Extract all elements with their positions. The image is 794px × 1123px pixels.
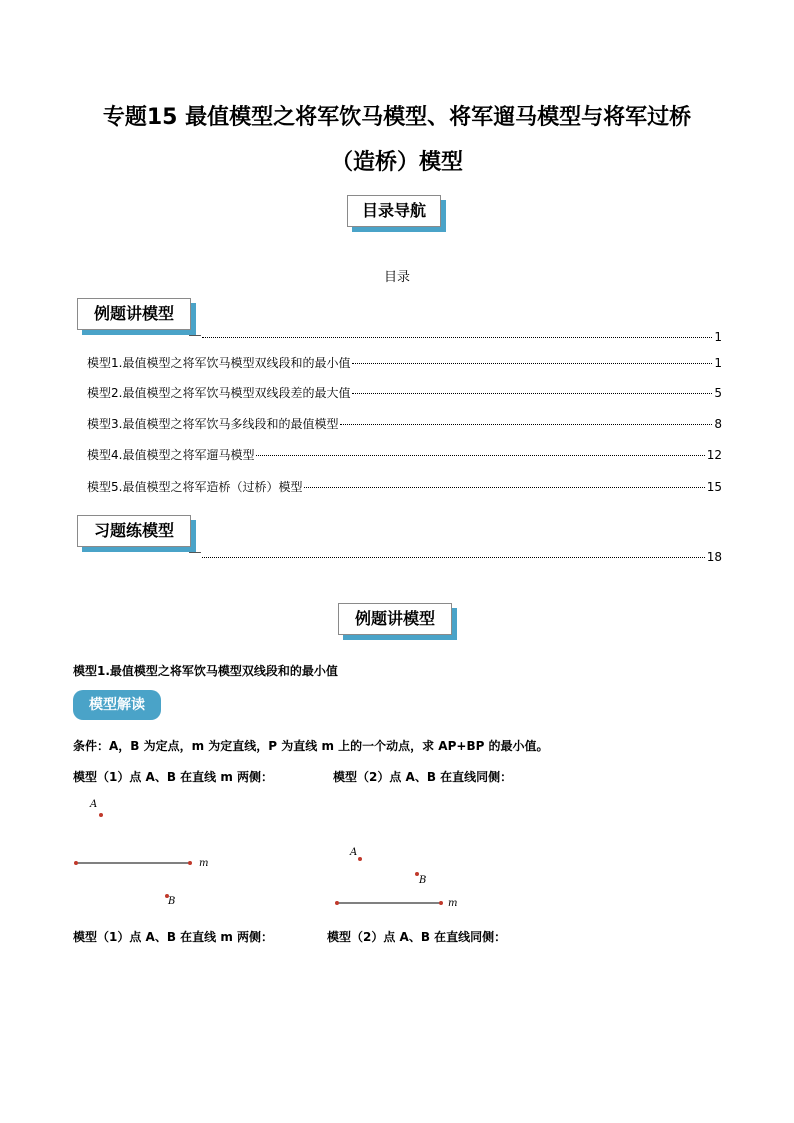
- fig2-label-b: B: [419, 875, 427, 886]
- toc-nav-box: 目录导航: [347, 195, 441, 227]
- case1-label-repeat: 模型（1）点 A、B 在直线 m 两侧：: [73, 930, 273, 944]
- toc-row-examples[interactable]: [200, 330, 722, 344]
- toc-dots: [256, 455, 704, 456]
- fig2-label-m: m: [448, 898, 458, 909]
- toc-dots: [340, 424, 712, 425]
- fig2-line-endpoint: [439, 901, 443, 905]
- toc-item-label: 模型4.最值模型之将军遛马模型: [87, 448, 255, 462]
- toc-item-label: 模型1.最值模型之将军饮马模型双线段和的最小值: [87, 356, 351, 370]
- toc-row-model-4[interactable]: [87, 446, 722, 463]
- toc-dots: [202, 557, 705, 558]
- toc-page-number: 1: [714, 330, 722, 344]
- toc-row-exercises[interactable]: [200, 550, 722, 564]
- toc-page-number: 8: [714, 417, 722, 431]
- toc-row-model-3[interactable]: [87, 415, 722, 432]
- fig1-line-endpoint: [74, 861, 78, 865]
- toc-page-number: 18: [706, 550, 722, 564]
- toc-dots: [352, 393, 712, 394]
- section-exercises-box: 习题练模型: [77, 515, 191, 547]
- toc-heading: 目录: [383, 270, 410, 285]
- toc-page-number: 12: [706, 448, 722, 462]
- model-explain-pill: 模型解读: [73, 690, 161, 720]
- toc-page-number: 15: [706, 480, 722, 494]
- toc-dots: [202, 337, 712, 338]
- toc-item-label: 模型5.最值模型之将军造桥（过桥）模型: [87, 480, 303, 494]
- condition-text: 条件：A，B 为定点，m 为定直线，P 为直线 m 上的一个动点，求 AP+BP 的最小值。: [73, 739, 549, 753]
- toc-dots: [304, 487, 704, 488]
- fig2-line-endpoint: [335, 901, 339, 905]
- toc-row-model-2[interactable]: [87, 384, 722, 401]
- toc-page-number: 1: [714, 356, 722, 370]
- fig1-label-a: A: [90, 799, 98, 810]
- fig1-label-m: m: [199, 858, 209, 869]
- case2-label-repeat: 模型（2）点 A、B 在直线同侧：: [327, 930, 507, 944]
- fig1-label-b: B: [168, 896, 176, 907]
- toc-page-number: 5: [714, 386, 722, 400]
- figure-case2: [330, 840, 480, 915]
- section-examples-center-box: 例题讲模型: [338, 603, 452, 635]
- fig2-point-a: [358, 857, 362, 861]
- toc-row-model-1[interactable]: [87, 354, 722, 371]
- section-examples-box: 例题讲模型: [77, 298, 191, 330]
- fig1-point-a: [99, 813, 103, 817]
- page-title-line1: 专题15 最值模型之将军饮马模型、将军遛马模型与将军过桥: [102, 105, 692, 130]
- toc-item-label: 模型3.最值模型之将军饮马多线段和的最值模型: [87, 417, 339, 431]
- page-title-line2: （造桥）模型: [330, 150, 463, 175]
- toc-dots: [352, 363, 712, 364]
- fig1-line-endpoint: [188, 861, 192, 865]
- toc-item-label: 模型2.最值模型之将军饮马模型双线段差的最大值: [87, 386, 351, 400]
- model1-heading: 模型1.最值模型之将军饮马模型双线段和的最小值: [73, 664, 338, 678]
- fig2-label-a: A: [350, 847, 358, 858]
- case2-label: 模型（2）点 A、B 在直线同侧：: [333, 770, 513, 784]
- case1-label: 模型（1）点 A、B 在直线 m 两侧：: [73, 770, 273, 784]
- toc-row-model-5[interactable]: [87, 478, 722, 495]
- figure-case1: [60, 790, 290, 915]
